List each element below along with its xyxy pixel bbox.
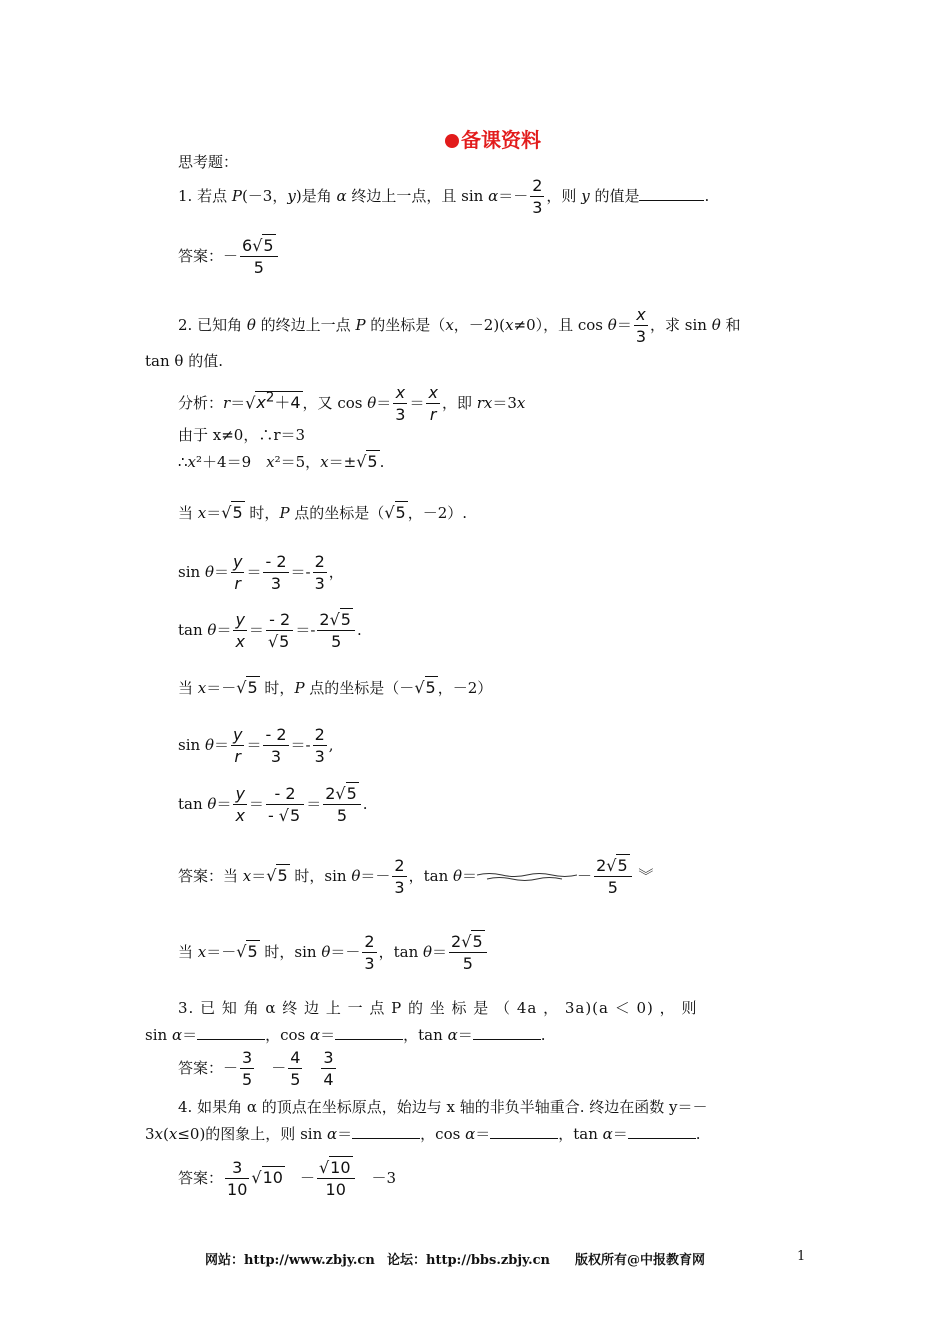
q2-answer1: 答案：当 x＝√5 时，sin θ＝－ $\frac{2}{3}$ ，tan θ＝ － $\frac{2√5}{5}$ ︾ xyxy=(178,856,654,897)
q1-line: 1. 若点 P(－3，y)是角 α 终边上一点，且 sin α＝－ $\frac{2}{3}$ ，则 y 的值是 . xyxy=(178,176,710,217)
q3-answer: 答案：－ $\frac{3}{5}$ － $\frac{4}{5}$ $\frac{3}{4}$ xyxy=(178,1048,334,1089)
q3-tan-blank[interactable] xyxy=(473,1027,541,1040)
footer-forum[interactable]: 论坛：http://bbs.zbjy.cn xyxy=(387,1253,551,1268)
q3-sin-blank[interactable] xyxy=(197,1027,265,1040)
q3-line1: 3. 已 知 角 α 终 边 上 一 点 P 的 坐 标 是 （ 4a ， 3a)(a ＜ 0) ， 则 xyxy=(178,999,698,1017)
q4-sin-blank[interactable] xyxy=(352,1126,420,1139)
q1-answer: 答案：－ $\frac{6√5}{5}$ xyxy=(178,238,280,276)
q2-case1: 当 x＝√5 时，P 点的坐标是（√5 ，－2）. xyxy=(178,503,468,522)
q1-blank[interactable] xyxy=(639,188,704,201)
q2-sin2: sin θ＝ $\frac{y}{r}$ ＝ $\frac{- 2}{3}$ ＝- $\frac{2}{3}$ , xyxy=(178,725,334,766)
q4-tan-blank[interactable] xyxy=(628,1126,696,1139)
title-text: 备课资料 xyxy=(461,128,541,152)
page-number: 1 xyxy=(797,1249,806,1264)
q3-cos-blank[interactable] xyxy=(335,1027,403,1040)
q2-analysis: 分析：$r=√x^2+4$ ，又 cos θ＝ $\frac{x}{3}$ ＝ $\frac{x}{r}$ ，即 rx＝3x xyxy=(178,383,526,424)
q1-fraction: $\frac{2}{3}$ xyxy=(532,176,543,217)
q2-case2: 当 x＝－√5 时，P 点的坐标是（－√5 ，－2） xyxy=(178,678,493,697)
q2-step1: 由于 x≠0，∴r＝3 xyxy=(178,426,306,444)
q4-line2: 3x(x≤0)的图象上，则 sin α＝ ，cos α＝ ，tan α＝ . xyxy=(145,1125,701,1143)
footer-copyright: 版权所有@中报教育网 xyxy=(575,1253,706,1268)
q3-line2: sin α＝ ，cos α＝ ，tan α＝ . xyxy=(145,1026,546,1044)
q4-answer: 答案： $\frac{3}{10}$ √10 － $\frac{√10}{10}$ －3 xyxy=(178,1158,397,1199)
q2-answer2: 当 x＝－√5 时，sin θ＝－ $\frac{2}{3}$ ，tan θ＝ $\frac{2√5}{5}$ xyxy=(178,934,489,972)
q4-cos-blank[interactable] xyxy=(490,1126,558,1139)
q4-line1: 4. 如果角 α 的顶点在坐标原点，始边与 x 轴的非负半轴重合. 终边在函数 y＝－ xyxy=(178,1098,708,1116)
heading: 思考题： xyxy=(178,153,239,171)
q2-tan2: tan θ＝ $\frac{y}{x}$ ＝ $\frac{- 2}{- √5}$ ＝ $\frac{2√5}{5}$ . xyxy=(178,784,368,825)
q2-sin1: sin θ＝ $\frac{y}{r}$ ＝ $\frac{- 2}{3}$ ＝- $\frac{2}{3}$ ， xyxy=(178,552,344,593)
q2-step2: ∴x²＋4＝9 x²＝5，x＝±√5 . xyxy=(178,452,385,471)
q2-line2: tan θ 的值. xyxy=(145,352,223,370)
q2-line1: 2. 已知角 θ 的终边上一点 P 的坐标是（x，－2)(x≠0），且 cos θ＝ $\frac{x}{3}$ ，求 sin θ 和 xyxy=(178,305,741,346)
wavy-line-icon xyxy=(477,871,577,883)
footer-site[interactable]: 网站：http://www.zbjy.cn xyxy=(205,1253,375,1268)
q2-tan1: tan θ＝ $\frac{y}{x}$ ＝ $\frac{- 2}{√5}$ ＝- $\frac{2√5}{5}$ . xyxy=(178,610,362,651)
page-title xyxy=(445,124,541,153)
red-dot-icon xyxy=(445,134,459,148)
